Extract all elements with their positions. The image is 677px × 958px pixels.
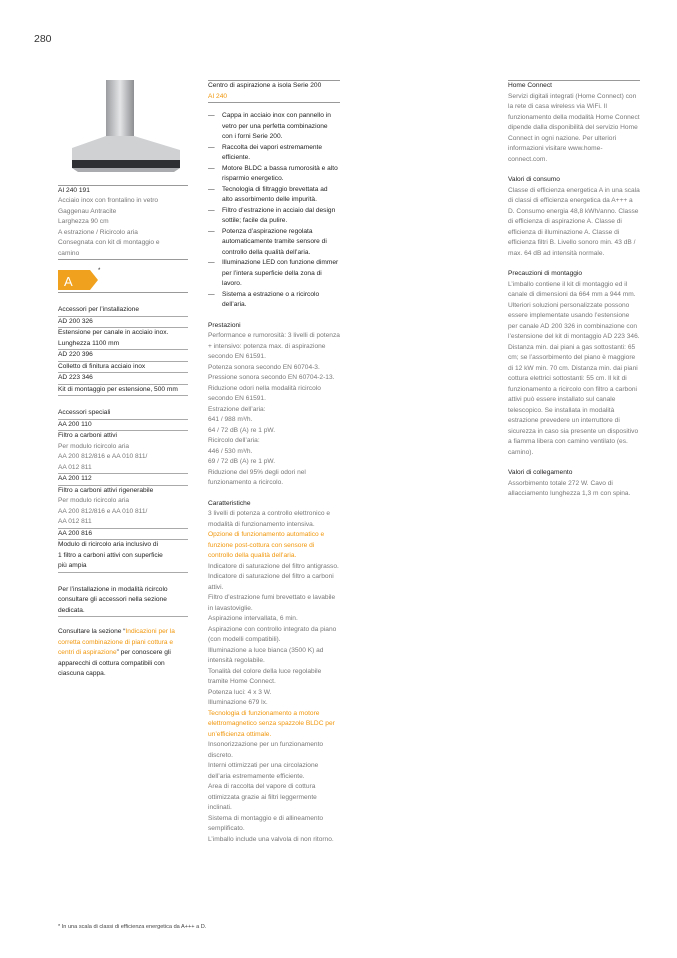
install-accessory-row: Colletto di finitura acciaio inox — [58, 362, 188, 374]
features-title: Caratteristiche — [208, 499, 251, 507]
performance-line: Pressione sonora secondo EN 60704-2-13. Riduzione odori nella modalità ricircolo secondo EN 61591. — [208, 374, 335, 402]
feature-line: Illuminazione 679 lx. — [208, 699, 268, 706]
product-line: A estrazione / Ricircolo aria — [58, 228, 138, 236]
install-accessory-row: Estensione per canale in acciaio inox. — [58, 329, 169, 336]
feature-item: — Filtro d’estrazione in acciaio dal design sottile; facile da pulire. — [208, 206, 340, 227]
feature-item: — Potenza d’aspirazione regolata automaticamente tramite sensore di controllo della qualità dell’aria. — [208, 227, 340, 259]
consult-note-link[interactable]: Indicazioni per la corretta combinazione di piani cottura e centri di aspirazione — [58, 628, 175, 656]
product-info — [58, 186, 188, 260]
connection-title: Valori di collegamento — [508, 469, 573, 476]
energy-badge — [58, 266, 188, 292]
features-highlight: Tecnologia di funzionamento a motore elettromagnetico senza spazzole BLDC per un’efficienza ottimale. — [208, 709, 335, 738]
product-title: Centro di aspirazione a isola Serie 200 — [208, 82, 322, 89]
feature-item: — Tecnologia di filtraggio brevettata ad alto assorbimento delle impurità. — [208, 185, 340, 206]
feature-item: — Sistema a estrazione o a ricircolo dell’aria. — [208, 290, 340, 311]
features-text — [208, 562, 340, 709]
special-accessory-row: AA 012 811 — [58, 463, 188, 475]
special-accessory-row: Modulo di ricircolo aria inclusivo di — [58, 541, 159, 548]
feature-item: — Cappa in acciaio inox con pannello in vetro per una perfetta combinazione con i forni Serie 200. — [208, 111, 340, 143]
performance-line: 64 / 72 dB (A) re 1 pW. — [208, 426, 276, 434]
special-accessories-title: Accessori speciali — [58, 408, 188, 420]
performance-line: Ricircolo dell’aria: — [208, 437, 260, 444]
performance-line: Performance e rumorosità: 3 livelli di potenza + intensivo: potenza max. di aspirazione secondo EN 61591. — [208, 332, 340, 360]
ricircolo-note: Per l’installazione in modalità ricircolo consultare gli accessori nella sezione dedicata. — [58, 585, 188, 618]
product-column — [58, 80, 188, 680]
install-accessory-row: Kit di montaggio per estensione, 500 mm — [58, 385, 188, 397]
energy-class-letter: A — [64, 274, 73, 289]
feature-line: Indicatore di saturazione del filtro antigrasso. — [208, 562, 339, 570]
performance-text — [208, 331, 340, 489]
performance-line: Potenza sonora secondo EN 60704-3. — [208, 363, 320, 371]
install-accessory-row: Lunghezza 1100 mm — [58, 339, 188, 351]
install-accessory-row: AD 200 326 — [58, 317, 188, 329]
feature-line: Aspirazione intervallata, 6 min. — [208, 615, 298, 622]
cooker-hood-image — [62, 80, 182, 180]
consult-note-pre: Consultare la sezione “ — [58, 628, 126, 635]
feature-line: Potenza luci: 4 x 3 W. — [208, 688, 272, 696]
product-line: Gaggenau Antracite — [58, 207, 117, 215]
product-series-model: AI 240 — [208, 92, 228, 100]
consult-note-post: ” per conoscere gli apparecchi di cottura compatibili con ciascuna cappa. — [58, 649, 171, 677]
description-column — [208, 80, 340, 845]
install-accessory-row: AD 223 346 — [58, 373, 188, 385]
home-connect-text: Servizi digitali integrati (Home Connect) con la rete di casa wireless via WiFi. Il funzionamento della modalità Home Connect dipende dalla disponibilità del servizio Home Connect in ogni nazione. Per ulteriori informazioni visitare www.home-connect.com. — [508, 92, 640, 163]
special-accessory-row: AA 200 816 — [58, 529, 188, 541]
feature-list — [208, 111, 340, 311]
special-accessory-row: Filtro a carboni attivi — [58, 432, 117, 439]
installation-title: Precauzioni di montaggio — [508, 270, 583, 277]
features-intro: 3 livelli di potenza a controllo elettronico e modalità di funzionamento intensiva. — [208, 510, 331, 528]
feature-item: — Raccolta dei vapori estremamente efficiente. — [208, 143, 340, 164]
feature-item: — Motore BLDC a bassa rumorosità e alto risparmio energetico. — [208, 164, 340, 185]
special-accessory-row: AA 012 811 — [58, 517, 188, 529]
consumption-text: Classe di efficienza energetica A in una scala di classi di efficienza energetica da A+++ a D. Consumo energia 48,8 kWh/anno. Classe di efficienza di aspirazione A. Classe di efficienza di illuminazione A. Classe di efficienza filtri B. Livello sonoro min. 43 dB / max. 64 dB ad intensità normale. — [508, 186, 640, 257]
special-accessory-row: AA 200 812/816 e AA 010 811/ — [58, 453, 148, 460]
performance-line: 69 / 72 dB (A) re 1 pW. — [208, 458, 276, 465]
special-accessory-row: AA 200 112 — [58, 474, 188, 486]
divider — [58, 292, 188, 293]
features-text — [208, 740, 340, 845]
special-accessory-row: più ampia — [58, 561, 188, 573]
feature-line: Tonalità del colore della luce regolabile tramite Home Connect. — [208, 667, 322, 685]
special-accessory-row: 1 filtro a carboni attivi con superficie — [58, 551, 163, 559]
divider — [58, 259, 188, 260]
specs-column — [508, 80, 640, 500]
special-accessory-row: Filtro a carboni attivi rigenerabile — [58, 486, 154, 494]
performance-title: Prestazioni — [208, 321, 241, 329]
installation-text: L’imballo contiene il kit di montaggio ed il canale di dimensioni da 664 mm a 944 mm. Ulteriori soluzioni personalizzate possono essere implementate usando l’estensione per canale AD 200 326 in combinazione con l’estensione del kit di montaggio AD 223 346. Distanza min. dai piani a gas sottostanti: 65 cm; se l’assorbimento del piano è maggiore di 12 kW min. 70 cm. Distanza min. dai piani cottura elettrici sottostanti: 55 cm. Il kit di funzionamento a ricircolo con filtro a carboni attivi può essere installato sul canale telescopico. Se installata in modalità estrazione prevedere un interruttore di sicurezza in caso sia presente un dispositivo a fiamma libera con camino ventilato (es. camino). — [508, 280, 640, 456]
performance-line: Riduzione del 95% degli odori nel funzionamento a ricircolo. — [208, 468, 306, 486]
footnote: * In una scala di classi di efficienza energetica da A+++ a D. — [58, 924, 207, 930]
feature-line: Insonorizzazione per un funzionamento discreto. — [208, 741, 324, 759]
product-line: Consegnata con kit di montaggio e — [58, 239, 160, 246]
home-connect-title: Home Connect — [508, 82, 552, 89]
page-number: 280 — [34, 33, 52, 45]
feature-line: Sistema di montaggio e di allineamento semplificato. — [208, 814, 324, 832]
special-accessory-list — [58, 420, 188, 573]
connection-text: Assorbimento totale 272 W. Cavo di allacciamento lunghezza 1,3 m con spina. — [508, 479, 631, 497]
product-line: Larghezza 90 cm — [58, 218, 109, 225]
special-accessory-row: AA 200 812/816 e AA 010 811/ — [58, 507, 148, 515]
consumption-title: Valori di consumo — [508, 176, 560, 183]
feature-line: Indicatore di saturazione del filtro a carboni attivi. — [208, 573, 334, 591]
feature-line: Filtro d’estrazione fumi brevettato e lavabile in lavastoviglie. — [208, 594, 336, 612]
energy-class-star: * — [98, 268, 101, 274]
product-line: camino — [58, 249, 80, 257]
features-highlight: Opzione di funzionamento automatico e funzione post-cottura con sensore di controllo della qualità dell’aria. — [208, 531, 325, 559]
special-accessory-row: AA 200 110 — [58, 420, 188, 432]
performance-line: 446 / 530 m³/h. — [208, 447, 253, 455]
consult-note — [58, 627, 188, 680]
special-accessory-row: Per modulo ricircolo aria — [58, 497, 130, 504]
energy-class-arrow — [58, 266, 102, 290]
feature-line: Illuminazione a luce bianca (3500 K) ad intensità regolabile. — [208, 646, 324, 664]
feature-item: — Illuminazione LED con funzione dimmer per l’intera superficie della zona di lavoro. — [208, 258, 340, 290]
install-accessories-title: Accessori per l’installazione — [58, 305, 188, 317]
install-accessory-row: AD 220 396 — [58, 350, 188, 362]
feature-line: L’imballo include una valvola di non ritorno. — [208, 835, 334, 843]
performance-line: Estrazione dell’aria: — [208, 405, 266, 413]
performance-line: 641 / 988 m³/h. — [208, 416, 253, 423]
product-model: AI 240 191 — [58, 186, 90, 194]
feature-line: Area di raccolta del vapore di cottura ottimizzata grazie ai filtri leggermente inclinati. — [208, 783, 317, 811]
feature-line: Interni ottimizzati per una circolazione dell’aria estremamente efficiente. — [208, 762, 319, 780]
feature-line: Aspirazione con controllo integrato da piano (con modelli compatibili). — [208, 625, 337, 643]
product-line: Acciaio inox con frontalino in vetro — [58, 197, 159, 204]
special-accessory-row: Per modulo ricircolo aria — [58, 442, 130, 450]
